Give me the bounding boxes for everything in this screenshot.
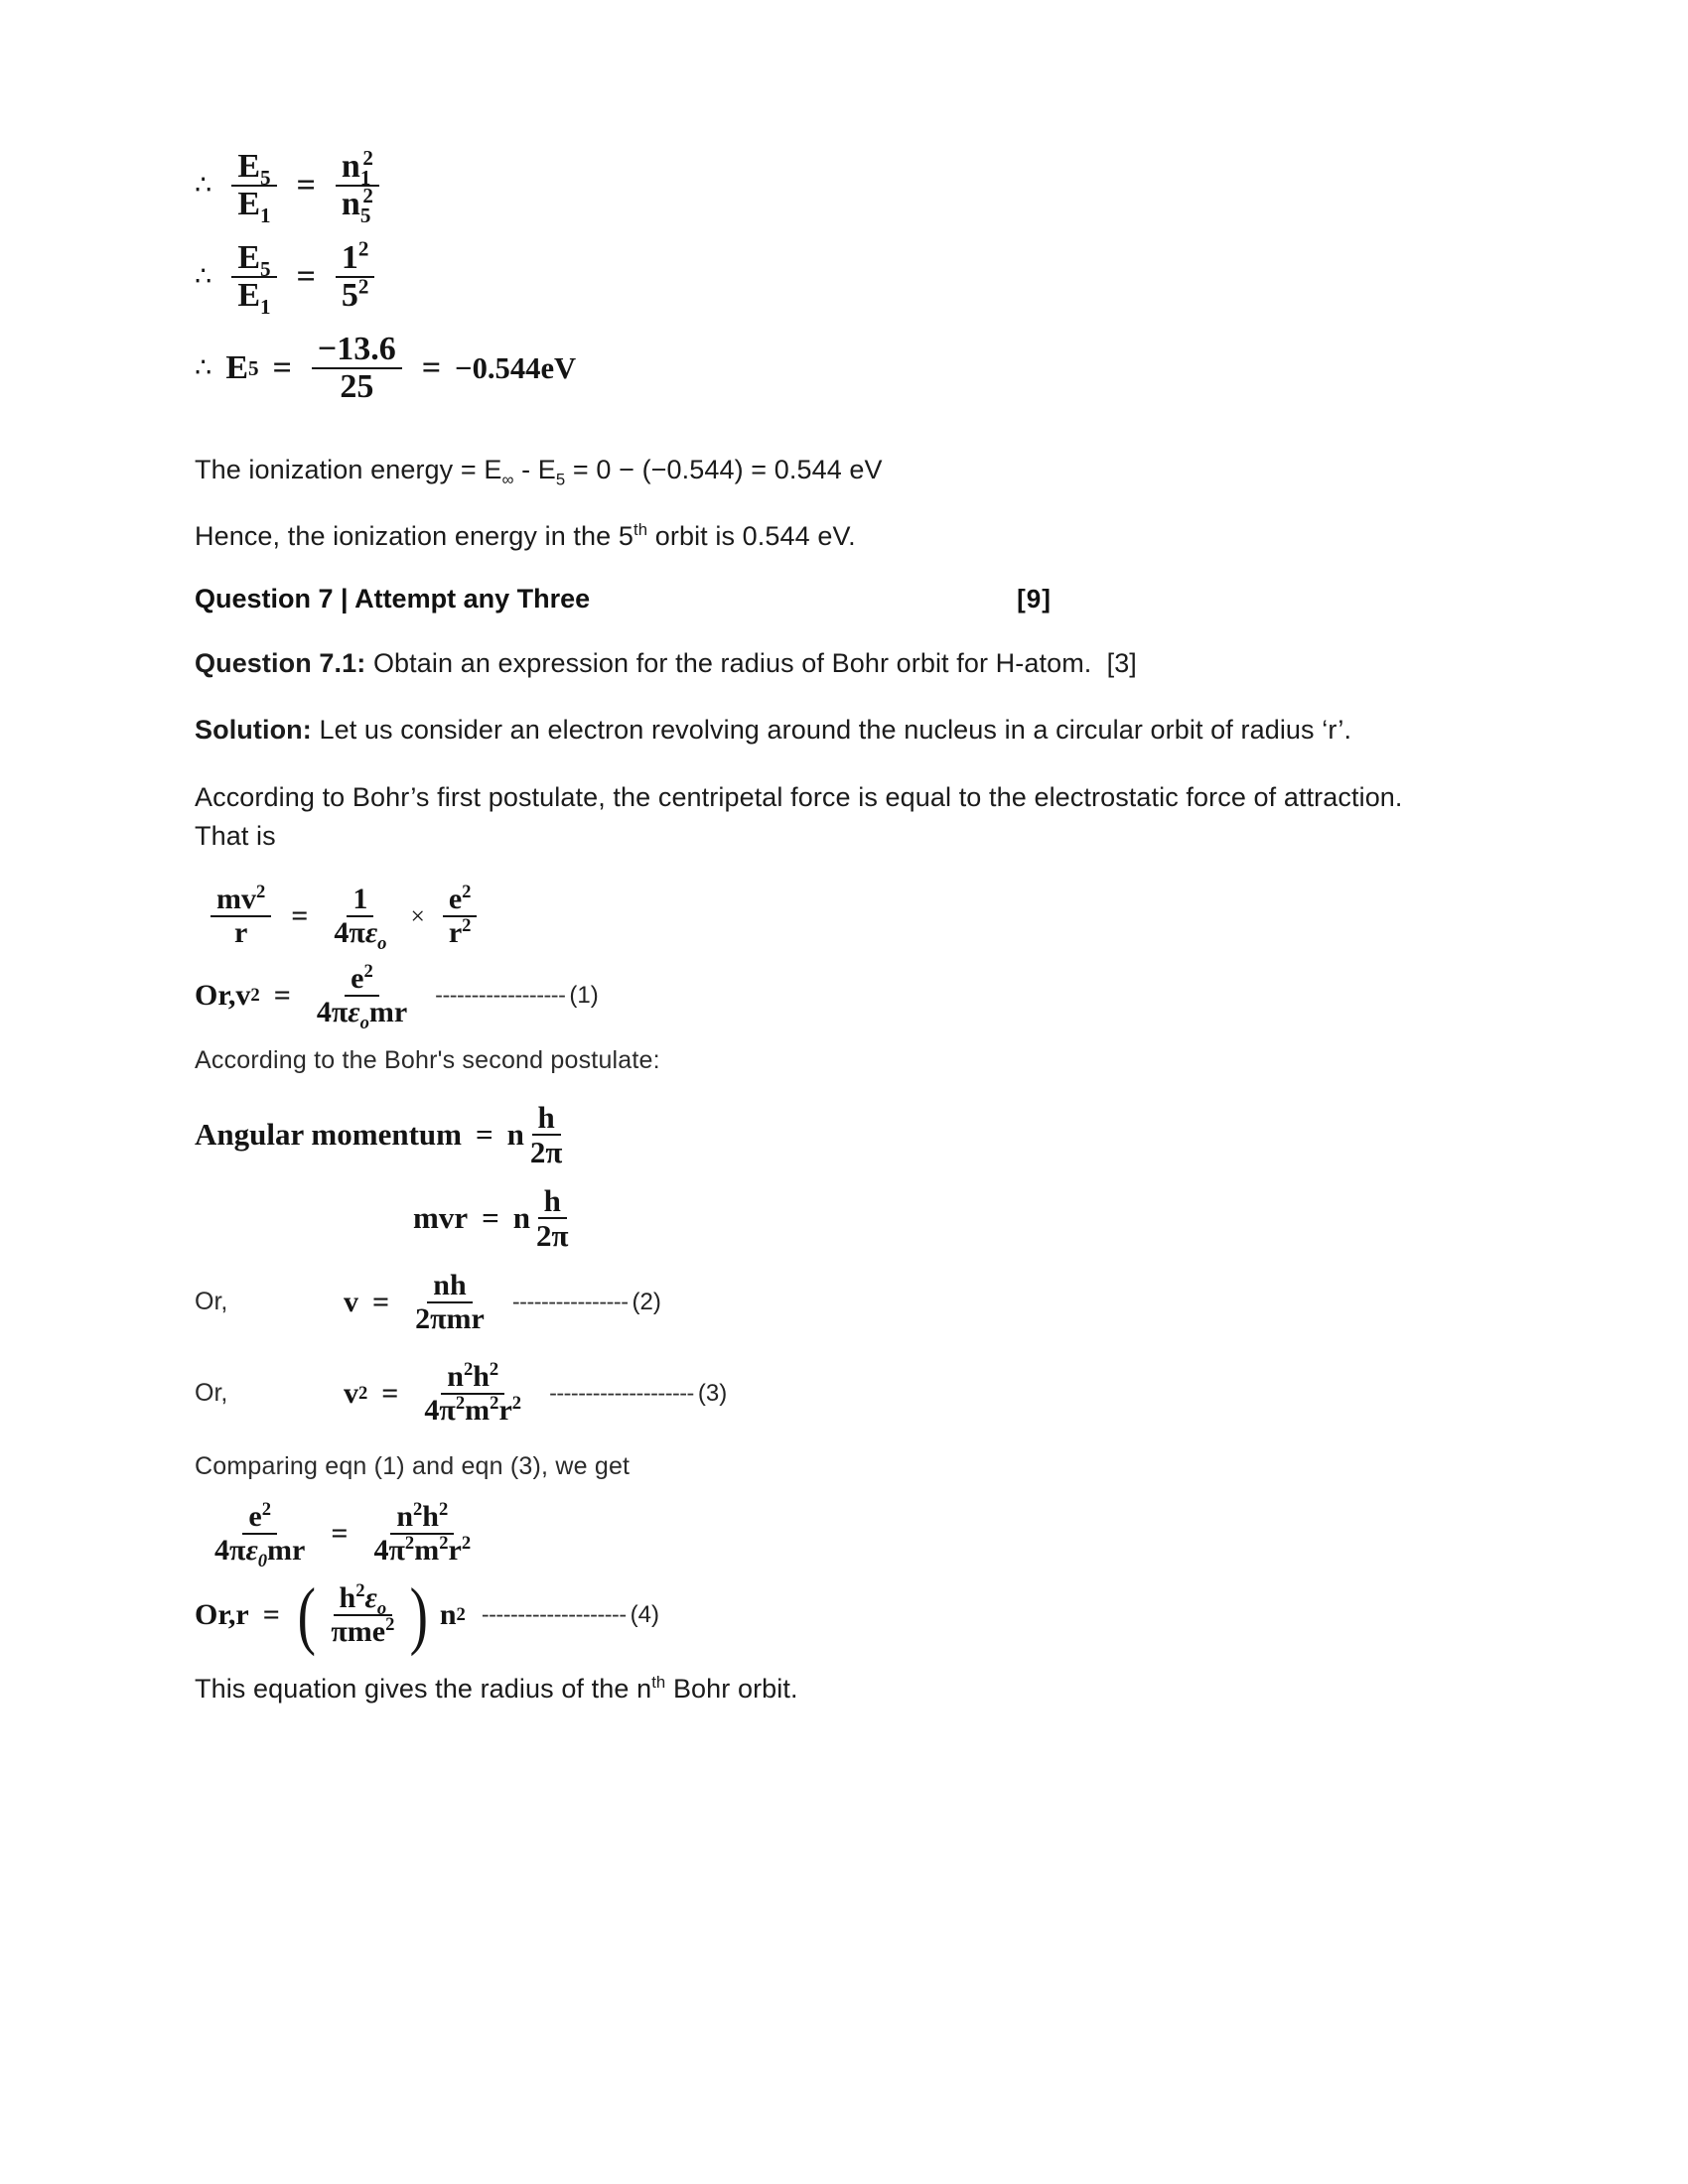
r-exp-eq3: 2 — [511, 1392, 522, 1414]
conclusion-text-1: This equation gives the radius of the n — [195, 1673, 652, 1704]
m-den-cmp: m — [414, 1533, 440, 1567]
h-num-cmp: h — [422, 1499, 439, 1533]
equals-sign-3b: = — [421, 349, 442, 386]
solution-text: Let us consider an electron revolving around the nucleus in a circular orbit of radius ‘r’. — [311, 715, 1352, 746]
n-exp-eq3: 2 — [463, 1358, 474, 1380]
question-7-1-line — [195, 644, 1446, 683]
pime-den-eq4: πme — [331, 1614, 386, 1648]
equation-e5-e1-ratio-numeric — [195, 236, 1446, 319]
solution-paragraph — [195, 711, 1446, 750]
multiplication-sign: × — [410, 901, 425, 931]
question-7-1-label: Question 7.1: — [195, 648, 366, 679]
equals-sign-eq4: = — [262, 1597, 280, 1631]
dash-leader-3: -------------------- — [549, 1380, 694, 1407]
dash-leader-4: -------------------- — [481, 1601, 627, 1628]
question-7-1-marks: [3] — [1106, 648, 1137, 679]
fraction-n2h2-over-4pi2m2r2-cmp — [367, 1498, 477, 1567]
four-pi-eq3: 4π — [424, 1393, 456, 1427]
r-exp-cmp: 2 — [461, 1532, 472, 1554]
n-exp-cmp: 2 — [413, 1498, 423, 1520]
therefore-symbol-1: ∴ — [195, 170, 212, 202]
question-7-header — [195, 584, 1446, 614]
or-r-label: Or,r — [195, 1597, 249, 1631]
equation-2-row — [195, 1270, 1446, 1335]
epsilon-symbol-1: ε — [364, 915, 378, 949]
mv-exponent: 2 — [256, 881, 266, 902]
equals-sign-eq1: = — [273, 978, 291, 1012]
e-num-eq1: e — [351, 961, 364, 995]
fraction-e2-over-r2 — [443, 881, 478, 949]
equals-sign-3a: = — [272, 349, 292, 386]
v-label-eq2: v — [344, 1285, 358, 1318]
e-exp-cmp: 2 — [261, 1498, 271, 1520]
e-infinity-subscript: ∞ — [501, 470, 514, 489]
equals-sign-mvr: = — [482, 1200, 499, 1236]
five-exponent: 2 — [357, 274, 369, 299]
angular-momentum-label: Angular momentum — [195, 1117, 462, 1153]
h-exp-eq3: 2 — [489, 1358, 499, 1380]
h-num-eq3: h — [473, 1359, 490, 1393]
equals-sign-cmp: = — [331, 1516, 349, 1550]
epsilon-subscript-eq4: o — [376, 1597, 387, 1619]
fraction-minus13point6-over-25 — [312, 332, 402, 405]
fraction-e5-over-e1-2 — [231, 239, 276, 319]
equation-number-2: (2) — [632, 1288, 661, 1315]
dash-leader-2: ---------------- — [511, 1289, 629, 1315]
four-pi-eq1: 4π — [316, 995, 349, 1028]
v-label-eq3: v — [344, 1376, 358, 1410]
question-7-title: Question 7 | Attempt any Three — [195, 584, 591, 614]
equals-sign-centripetal: = — [291, 898, 309, 932]
equation-centripetal-force — [205, 881, 1446, 954]
question-7-marks: [9] — [1017, 584, 1052, 614]
solution-label: Solution: — [195, 715, 312, 746]
n5-exponent: 2 — [362, 183, 373, 207]
m-den-eq3: m — [465, 1393, 491, 1427]
h-num-eq4: h — [339, 1580, 356, 1614]
nh-numerator: nh — [427, 1270, 472, 1303]
epsilon-symbol-cmp: ε — [245, 1533, 258, 1567]
equation-1-v-squared: Or,v 2 = $\frac{e^2}{4\pi\varepsilon_omr}$ ------------------ (1) — [195, 960, 599, 1033]
fraction-mv2-over-r — [211, 881, 271, 949]
r-denominator: r — [233, 915, 248, 949]
e-num-cmp: e — [248, 1499, 262, 1533]
two-mvr: 2 — [536, 1217, 552, 1253]
equation-4-radius: Or,r = ( $\frac{h^2\varepsilon_o}{\pi me^2}$ ) n 2 -------------------- (4) — [195, 1572, 659, 1658]
mr-eq1: mr — [368, 995, 408, 1028]
equation-mvr — [413, 1184, 1446, 1252]
fraction-n1sq-over-n5sq — [336, 145, 379, 227]
ionization-energy-text-3: = 0 − (−0.544) = 0.544 eV — [565, 455, 883, 484]
epsilon-subscript-1: o — [377, 932, 387, 954]
equals-sign-eq2: = — [372, 1285, 390, 1318]
h-exp-cmp: 2 — [438, 1498, 449, 1520]
fraction-nh-over-2pimr — [409, 1270, 491, 1335]
equation-number-3: (3) — [697, 1379, 728, 1407]
equation-angular-momentum — [195, 1101, 1446, 1168]
four-pi: 4π — [334, 915, 365, 949]
second-postulate-note: According to the Bohr's second postulate: — [195, 1045, 660, 1074]
e5-label: E — [225, 349, 248, 386]
equation-comparison — [203, 1498, 1446, 1571]
equation-e5-value: ∴ E 5 = $\frac{-13.6}{25}$ = −0.544eV — [195, 331, 577, 405]
one-base: 1 — [341, 239, 358, 276]
equation-3-row — [195, 1358, 1446, 1427]
equation-number-4: (4) — [630, 1600, 659, 1628]
fraction-h-over-2pi-mvr — [530, 1184, 574, 1252]
fraction-1sq-over-5sq — [336, 236, 375, 314]
n1-exponent: 2 — [362, 145, 373, 170]
e-exponent: 2 — [462, 881, 472, 902]
r-den-cmp: r — [448, 1533, 462, 1567]
fraction-h-over-2pi-angular — [524, 1101, 568, 1168]
fraction-e2-over-4pi-eps0-mr — [311, 960, 413, 1033]
ordinal-th-2: th — [651, 1672, 666, 1692]
equals-sign-eq3: = — [381, 1376, 399, 1410]
e5-result-value: −0.544eV — [455, 350, 577, 385]
n5-base: n — [341, 186, 360, 222]
2pimr-denominator: 2πmr — [415, 1301, 485, 1335]
r-exponent: 2 — [462, 914, 472, 936]
pi-angular: π — [545, 1134, 563, 1169]
one-numerator: 1 — [347, 884, 373, 917]
e1-subscript-2: 1 — [260, 294, 271, 319]
four-pi-cmp: 4π — [214, 1533, 246, 1567]
epsilon-symbol-eq1: ε — [348, 995, 360, 1028]
h-exp-eq4: 2 — [355, 1579, 365, 1601]
e5-inline-subscript: 5 — [555, 470, 566, 489]
equals-sign-1: = — [296, 167, 316, 204]
e1-denominator-2: E — [237, 277, 260, 314]
r-base: r — [448, 915, 463, 949]
e5-numerator: E — [237, 148, 260, 185]
right-parenthesis-eq4: ) — [409, 1572, 429, 1658]
n-coefficient-mvr: n — [512, 1200, 531, 1236]
pi-exp-cmp: 2 — [404, 1532, 415, 1554]
pi-exp-eq3: 2 — [455, 1392, 466, 1414]
comparing-note: Comparing eqn (1) and eqn (3), we get — [195, 1451, 631, 1480]
epsilon-subscript-eq1: o — [359, 1012, 369, 1033]
hence-text-2: orbit is 0.544 eV. — [647, 521, 856, 552]
pi-mvr: π — [551, 1217, 569, 1253]
mvr-label: mvr — [413, 1200, 469, 1236]
fraction-1-over-4pi-eps0 — [328, 882, 392, 954]
therefore-symbol-2: ∴ — [195, 261, 212, 293]
fraction-n2h2-over-4pi2m2r2 — [418, 1358, 527, 1427]
conclusion-line — [195, 1670, 1446, 1708]
m-exp-cmp: 2 — [439, 1532, 449, 1554]
e5-subscript: 5 — [260, 165, 271, 190]
h-numerator-mvr: h — [538, 1184, 567, 1219]
left-parenthesis-eq4: ( — [297, 1572, 316, 1658]
n-num-eq3: n — [447, 1359, 464, 1393]
therefore-symbol-3: ∴ — [195, 352, 212, 384]
equation-number-1: (1) — [569, 981, 599, 1009]
n-num-cmp: n — [396, 1499, 413, 1533]
epsilon-subscript-cmp: 0 — [257, 1550, 268, 1571]
r-den-eq3: r — [498, 1393, 512, 1427]
or-label-eq2: Or, — [195, 1288, 228, 1316]
n-factor-eq4: n — [439, 1597, 457, 1631]
n-coefficient-angular: n — [506, 1117, 524, 1153]
n5-subscript: 5 — [359, 203, 371, 227]
equals-sign-angular: = — [475, 1117, 493, 1153]
e-exp-den-eq4: 2 — [385, 1613, 395, 1635]
e5-subscript-2: 5 — [260, 256, 271, 281]
hence-text-1: Hence, the ionization energy in the 5 — [195, 521, 633, 552]
mv-term: mv — [216, 882, 256, 915]
ionization-energy-text-1: The ionization energy = E — [195, 455, 502, 484]
equation-3-v-squared: v 2 = $\frac{n^2h^2}{4\pi^2m^2r^2}$ -------------------- (3) — [344, 1358, 728, 1427]
ionization-energy-line — [195, 451, 1446, 489]
e-exp-eq1: 2 — [363, 960, 373, 982]
equation-e5-e1-ratio-n — [195, 145, 1446, 227]
dash-leader-1: ------------------ — [435, 982, 566, 1009]
fraction-e2-over-4pieps0mr-cmp — [209, 1498, 311, 1571]
or-v-squared-label: Or,v — [195, 978, 251, 1012]
epsilon-symbol-eq4: ε — [364, 1580, 377, 1614]
ordinal-th-1: th — [633, 520, 648, 540]
equals-sign-2: = — [296, 258, 316, 295]
conclusion-text-2: Bohr orbit. — [665, 1673, 798, 1704]
e5-numerator-2: E — [237, 239, 260, 276]
equation-2-v — [344, 1270, 661, 1335]
e1-denominator: E — [237, 186, 260, 222]
e-numerator: e — [448, 882, 463, 915]
twenty-five: 25 — [340, 368, 374, 405]
or-label-eq3: Or, — [195, 1379, 228, 1408]
e1-subscript: 1 — [260, 203, 271, 227]
fraction-h2eps0-over-pime2 — [325, 1579, 400, 1648]
fraction-e5-over-e1 — [231, 148, 276, 227]
five-base: 5 — [341, 277, 358, 314]
page-content — [195, 145, 1446, 1736]
mr-cmp: mr — [267, 1533, 306, 1567]
question-7-1-text: Obtain an expression for the radius of Bohr orbit for H-atom. — [365, 648, 1092, 679]
hence-line — [195, 517, 1446, 556]
minus-13-6: −13.6 — [312, 332, 402, 369]
two-angular: 2 — [529, 1134, 546, 1169]
ionization-energy-text-2: - E — [513, 455, 556, 484]
n1-subscript: 1 — [359, 165, 371, 190]
four-pi-den-cmp: 4π — [373, 1533, 405, 1567]
h-numerator-angular: h — [532, 1101, 561, 1136]
m-exp-eq3: 2 — [490, 1392, 499, 1414]
one-exponent: 2 — [357, 236, 369, 261]
n1-base: n — [341, 148, 360, 185]
first-postulate-paragraph: According to Bohr’s first postulate, the centripetal force is equal to the electrostatic force of attraction. That is — [195, 781, 1403, 851]
